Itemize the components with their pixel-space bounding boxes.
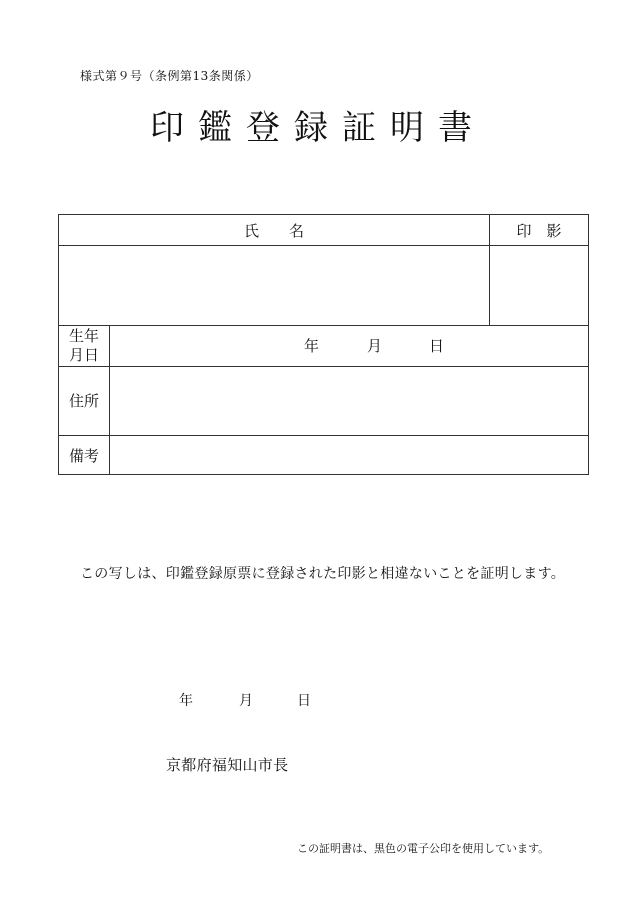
address-label: 住所 — [68, 392, 99, 410]
table-divider — [59, 245, 588, 246]
issue-day-unit: 日 — [297, 693, 311, 709]
birth-month-unit: 月 — [367, 337, 383, 355]
name-header-label: 氏 名 — [243, 221, 304, 240]
table-divider — [59, 435, 588, 436]
birthdate-value — [109, 325, 589, 366]
issuer-name: 京都府福知山市長 — [166, 756, 289, 774]
birthdate-label — [59, 325, 109, 366]
document-title: 印鑑登録証明書 — [150, 108, 486, 148]
remarks-label: 備考 — [68, 446, 99, 465]
registration-table — [58, 214, 589, 475]
form-number: 様式第９号（条例第13条関係） — [80, 69, 259, 83]
issue-year-unit: 年 — [179, 693, 193, 709]
issue-month-unit: 月 — [239, 693, 253, 709]
name-column-header — [59, 215, 489, 245]
seal-impression-column-header — [489, 215, 589, 245]
birth-year-unit: 年 — [304, 337, 320, 355]
birthdate-label-line1: 生年 — [68, 326, 99, 345]
table-divider — [59, 366, 588, 367]
issue-date — [179, 690, 319, 710]
electronic-seal-note: この証明書は、黒色の電子公印を使用しています。 — [297, 842, 550, 855]
seal-header-label: 印 影 — [516, 221, 562, 240]
birth-day-unit: 日 — [429, 337, 445, 355]
certification-statement: この写しは、印鑑登録原票に登録された印影と相違ないことを証明します。 — [80, 566, 566, 582]
birthdate-label-line2: 月日 — [68, 345, 99, 364]
